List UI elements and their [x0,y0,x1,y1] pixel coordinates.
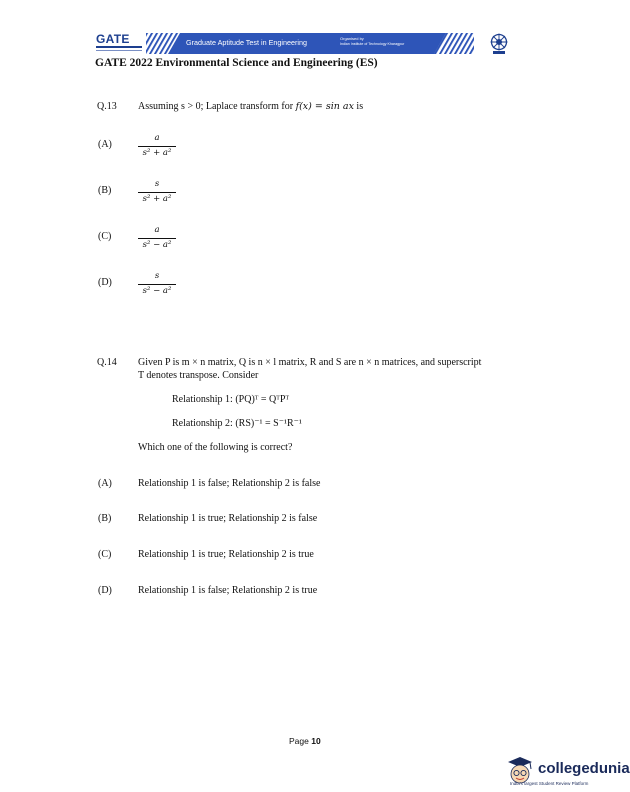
question-13-text: Assuming s > 0; Laplace transform for f(x) = sin ax is [138,101,364,112]
q14-option-b-text: Relationship 1 is true; Relationship 2 is false [138,513,318,524]
q14-option-d-text: Relationship 1 is false; Relationship 2 is true [138,585,318,596]
question-14-line-1: Given P is m × n matrix, Q is n × l matrix, R and S are n × n matrices, and superscript [138,357,482,368]
q14-option-c-label: (C) [98,549,112,560]
q13-option-c-fraction: a s² − a² [138,225,176,251]
header-banner [146,33,474,54]
question-number-14: Q.14 [97,357,117,368]
gate-logo [96,32,142,54]
q13-option-c-label: (C) [98,231,112,242]
question-14-line-2: T denotes transpose. Consider [138,370,259,381]
relationship-1: Relationship 1: (PQ)ᵀ = QᵀPᵀ [172,394,290,405]
q13-option-a-fraction: a s² + a² [138,133,176,159]
relationship-2: Relationship 2: (RS)⁻¹ = S⁻¹R⁻¹ [172,418,302,429]
q14-option-b-label: (B) [98,513,112,524]
q13-option-d-label: (D) [98,277,112,288]
q13-option-d-fraction: s s² − a² [138,271,176,297]
banner-title: Graduate Aptitude Test in Engineering [186,38,307,47]
q13-option-b-fraction: s s² + a² [138,179,176,205]
q14-option-a-label: (A) [98,478,112,489]
collegedunia-tagline: India's largest Student Review Platform [510,781,589,786]
q13-option-b-label: (B) [98,185,112,196]
question-13-expression: f(x) = sin ax [295,101,354,112]
collegedunia-brand: collegedunia [538,760,630,777]
question-number-13: Q.13 [97,101,117,112]
q13-option-a-label: (A) [98,139,112,150]
banner-organiser: Indian Institute of Technology Kharagpur [340,42,405,46]
iit-emblem-icon [488,32,510,56]
q14-option-a-text: Relationship 1 is false; Relationship 2 is false [138,478,321,489]
q14-option-d-label: (D) [98,585,112,596]
q14-option-c-text: Relationship 1 is true; Relationship 2 is true [138,549,314,560]
question-14-prompt: Which one of the following is correct? [138,442,293,453]
banner-organised-by: Organised by [340,36,364,41]
document-title: GATE 2022 Environmental Science and Engineering (ES) [95,57,378,69]
gate-logo-text: GATE [96,32,130,46]
page-number: Page 10 [289,736,321,746]
